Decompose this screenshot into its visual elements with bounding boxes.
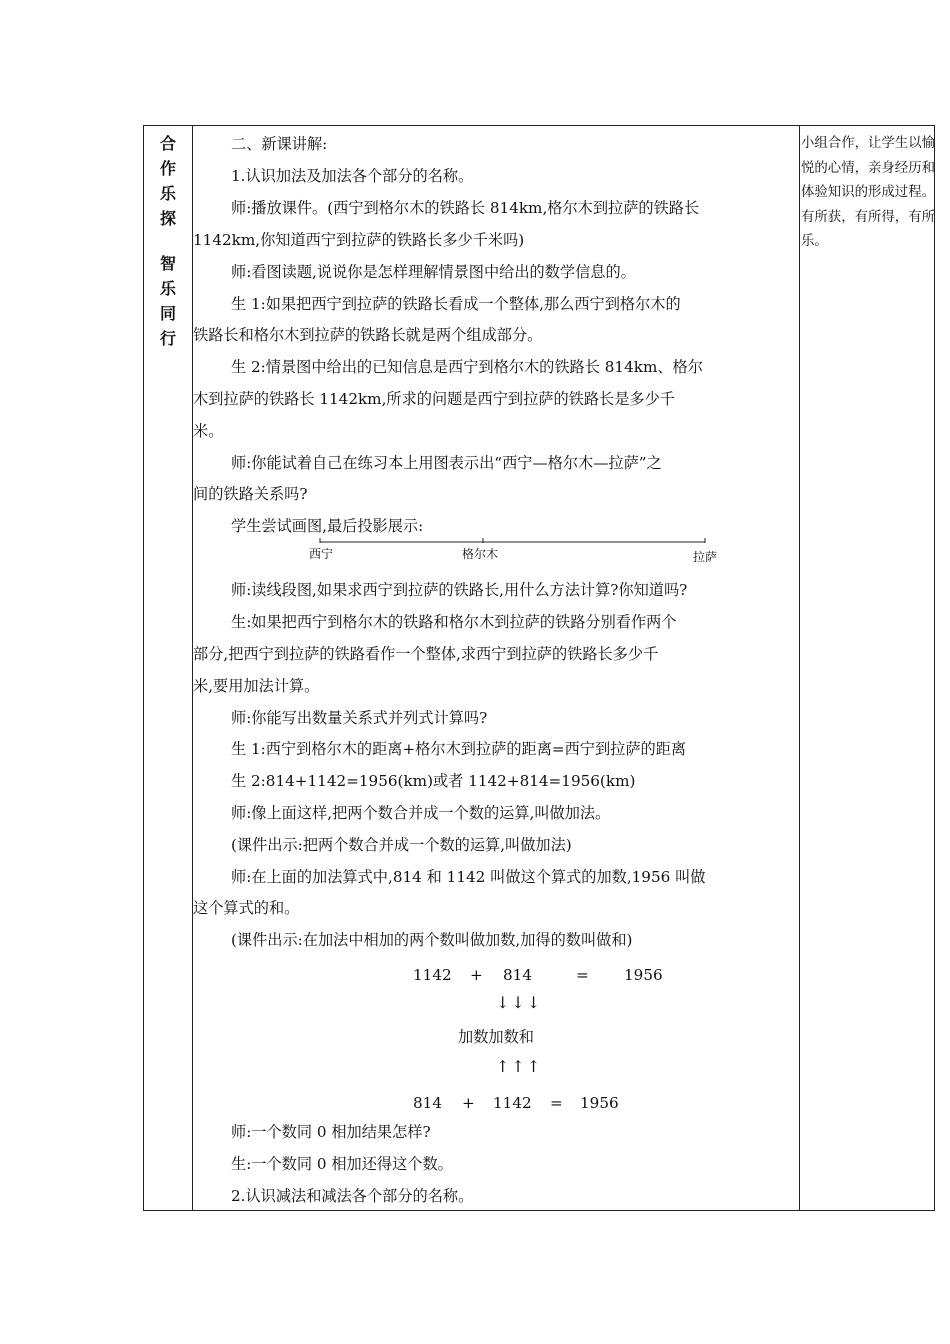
subsection-heading: 1.认识加法及加法各个部分的名称。: [231, 167, 474, 185]
design-note: 小组合作，让学生以愉悦的心情，亲身经历和体验知识的形成过程。有所获，有所得，有所乐。: [801, 136, 935, 249]
paragraph: 生 2:情景图中给出的已知信息是西宁到格尔木的铁路长 814km、格尔: [231, 358, 703, 376]
paragraph: 间的铁路关系吗?: [193, 485, 308, 503]
addend-a: 1142: [413, 966, 452, 984]
paragraph: 米,要用加法计算。: [193, 677, 320, 695]
paragraph: 木到拉萨的铁路长 1142km,所求的问题是西宁到拉萨的铁路长是多少千: [193, 390, 675, 408]
plus-sign: +: [470, 966, 483, 984]
paragraph: 这个算式的和。: [193, 899, 300, 917]
paragraph: 生:一个数同 0 相加还得这个数。: [231, 1155, 453, 1173]
paragraph: 师:看图读题,说说你是怎样理解情景图中给出的数学信息的。: [231, 263, 636, 281]
paragraph: 学生尝试画图,最后投影展示:: [231, 517, 424, 535]
label-xining: 西宁: [309, 547, 334, 561]
subsection-heading: 2.认识减法和减法各个部分的名称。: [231, 1187, 474, 1205]
paragraph: 铁路长和格尔木到拉萨的铁路长就是两个组成部分。: [193, 326, 543, 344]
paragraph: 师:一个数同 0 相加结果怎样?: [231, 1123, 431, 1141]
stage-title-2: 智 乐 同 行: [159, 254, 176, 348]
sum: 1956: [624, 966, 663, 984]
line-segment-diagram: [193, 536, 799, 570]
stage-title-1: 合 作 乐 探: [159, 134, 176, 228]
paragraph: 部分,把西宁到拉萨的铁路看作一个整体,求西宁到拉萨的铁路长多少千: [193, 645, 659, 663]
equals-sign: =: [550, 1094, 563, 1112]
paragraph: 生 1:如果把西宁到拉萨的铁路长看成一个整体,那么西宁到格尔木的: [231, 295, 681, 313]
lesson-content: [193, 126, 799, 1210]
paragraph: (课件出示:把两个数合并成一个数的运算,叫做加法): [231, 836, 572, 854]
label-golmud: 格尔木: [462, 547, 499, 561]
paragraph: 师:你能写出数量关系式并列式计算吗?: [231, 709, 488, 727]
plus-sign: +: [462, 1094, 475, 1112]
paragraph: 生:如果把西宁到格尔木的铁路和格尔木到拉萨的铁路分别看作两个: [231, 613, 677, 631]
label-lhasa: 拉萨: [693, 550, 718, 564]
down-arrows-icon: ↓↓↓: [496, 993, 543, 1012]
parts-label: 加数加数和: [458, 1028, 534, 1046]
addend-b: 1142: [493, 1094, 532, 1112]
lesson-table: [143, 125, 935, 1211]
paragraph: 生 1:西宁到格尔木的距离+格尔木到拉萨的距离=西宁到拉萨的距离: [231, 740, 687, 758]
up-arrows-icon: ↑↑↑: [496, 1057, 543, 1076]
paragraph: 米。: [193, 422, 224, 440]
paragraph: 师:读线段图,如果求西宁到拉萨的铁路长,用什么方法计算?你知道吗?: [231, 581, 688, 599]
column-divider: [799, 126, 800, 1210]
paragraph: (课件出示:在加法中相加的两个数叫做加数,加得的数叫做和): [231, 931, 633, 949]
paragraph: 师:你能试着自己在练习本上用图表示出“西宁—格尔木—拉萨”之: [231, 454, 662, 472]
paragraph: 师:播放课件。(西宁到格尔木的铁路长 814km,格尔木到拉萨的铁路长: [231, 199, 700, 217]
equals-sign: =: [576, 966, 589, 984]
paragraph: 生 2:814+1142=1956(km)或者 1142+814=1956(km): [231, 772, 636, 790]
paragraph: 1142km,你知道西宁到拉萨的铁路长多少千米吗): [193, 231, 525, 249]
paragraph: 师:像上面这样,把两个数合并成一个数的运算,叫做加法。: [231, 804, 611, 822]
section-heading: 二、新课讲解:: [231, 135, 328, 153]
stage-column: [144, 126, 192, 1210]
paragraph: 师:在上面的加法算式中,814 和 1142 叫做这个算式的加数,1956 叫做: [231, 868, 706, 886]
sum: 1956: [580, 1094, 619, 1112]
addend-a: 814: [413, 1094, 442, 1112]
addend-b: 814: [503, 966, 532, 984]
